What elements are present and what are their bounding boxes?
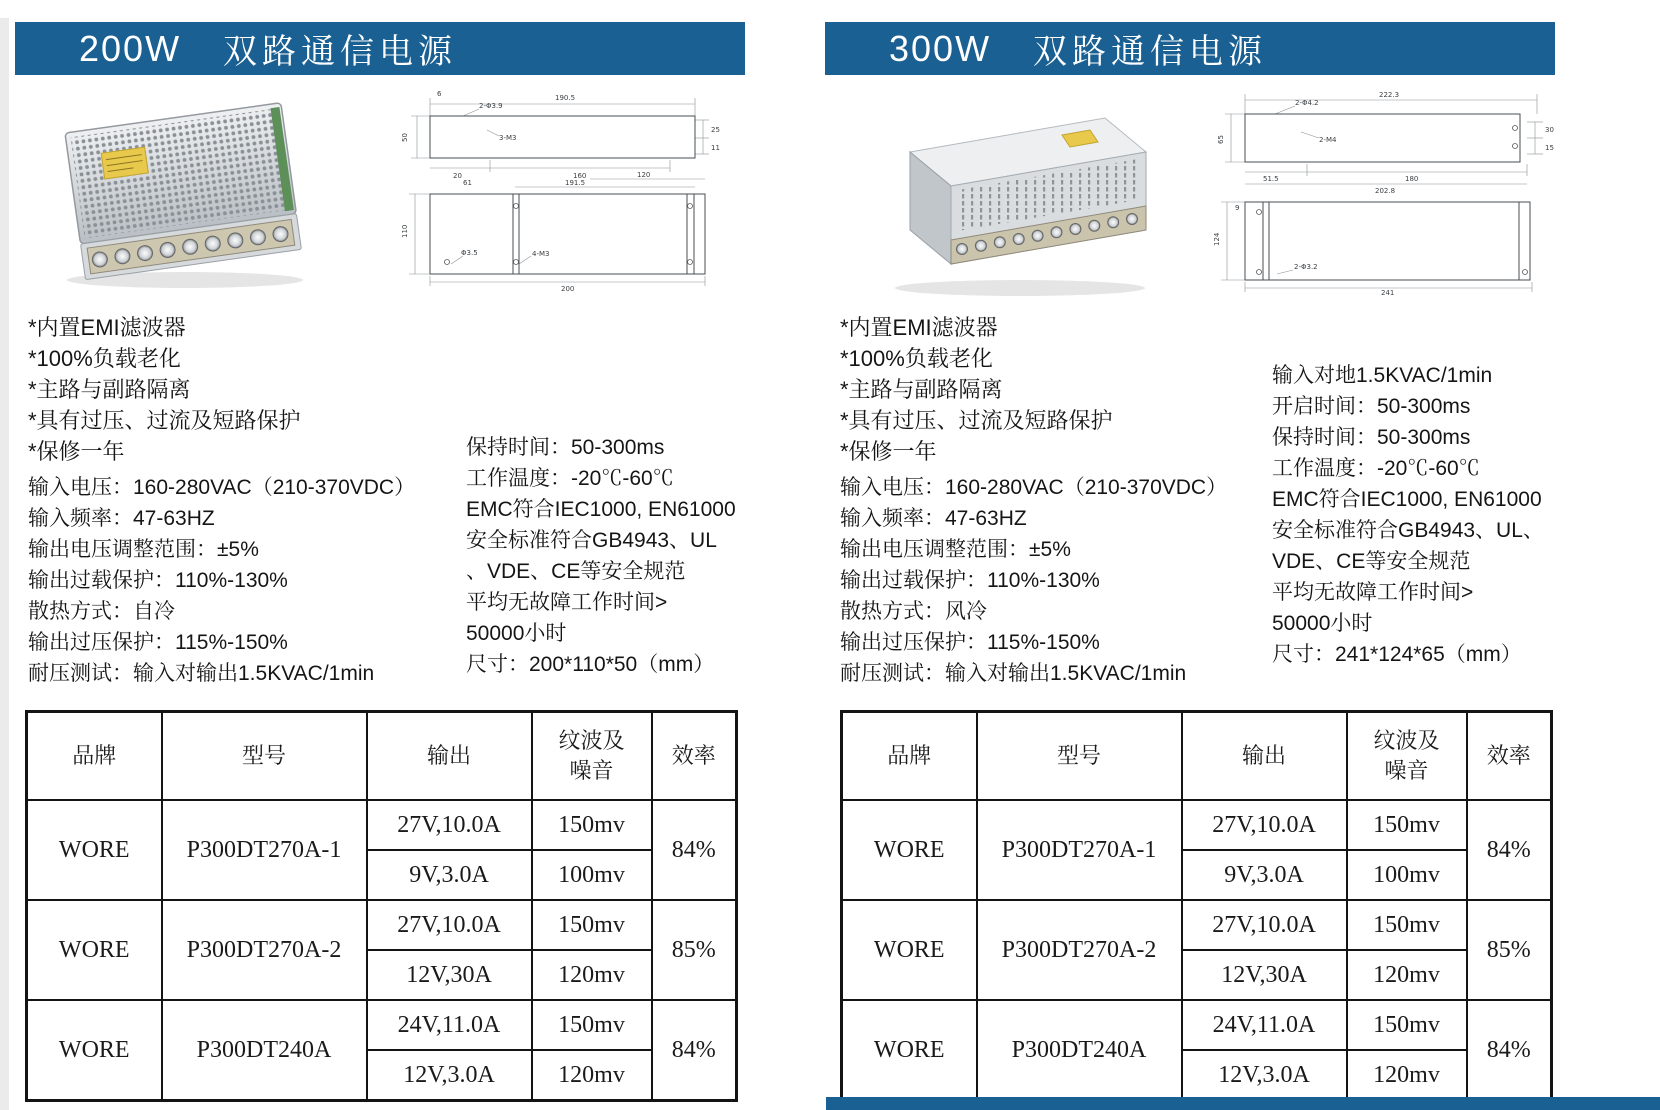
panel-header-200w bbox=[15, 22, 745, 75]
svg-text:2-Φ3.2: 2-Φ3.2 bbox=[1294, 263, 1318, 271]
ripple-cell: 150mv bbox=[1347, 800, 1467, 850]
spec-line: 输入频率：47-63HZ bbox=[28, 507, 215, 530]
col-header: 输出 bbox=[367, 712, 532, 801]
svg-text:50: 50 bbox=[401, 133, 409, 142]
svg-text:11: 11 bbox=[711, 144, 720, 152]
spec-line: 50000小时 bbox=[1272, 612, 1373, 635]
output-cell: 27V,10.0A bbox=[367, 800, 532, 850]
spec-line: 输出电压调整范围：±5% bbox=[28, 538, 259, 561]
ripple-cell: 100mv bbox=[532, 850, 652, 900]
model-cell: P300DT270A-2 bbox=[977, 900, 1182, 1000]
output-cell: 24V,11.0A bbox=[367, 1000, 532, 1050]
spec-line: 输入频率：47-63HZ bbox=[840, 507, 1027, 530]
spec-line: 输出过压保护：115%-150% bbox=[840, 631, 1100, 654]
spec-line: VDE、CE等安全规范 bbox=[1272, 550, 1471, 573]
svg-text:25: 25 bbox=[711, 126, 720, 134]
brand-cell: WORE bbox=[27, 800, 162, 900]
svg-text:120: 120 bbox=[637, 171, 651, 179]
feature-line: *内置EMI滤波器 bbox=[28, 315, 186, 340]
ripple-cell: 100mv bbox=[1347, 850, 1467, 900]
feature-line: *主路与副路隔离 bbox=[840, 377, 1003, 402]
model-cell: P300DT240A bbox=[162, 1000, 367, 1101]
brand-cell: WORE bbox=[842, 900, 977, 1000]
ripple-cell: 120mv bbox=[1347, 950, 1467, 1000]
output-cell: 9V,3.0A bbox=[367, 850, 532, 900]
efficiency-cell: 84% bbox=[652, 800, 737, 900]
ripple-cell: 150mv bbox=[532, 900, 652, 950]
svg-text:65: 65 bbox=[1217, 135, 1225, 144]
feature-line: *主路与副路隔离 bbox=[28, 377, 191, 402]
spec-line: EMC符合IEC1000, EN61000 bbox=[1272, 488, 1542, 511]
spec-table-300w bbox=[840, 710, 1553, 1102]
efficiency-cell: 85% bbox=[652, 900, 737, 1000]
spec-line: 工作温度：-20℃-60℃ bbox=[1272, 457, 1480, 480]
feature-line: *100%负载老化 bbox=[840, 346, 993, 371]
ripple-cell: 150mv bbox=[532, 1000, 652, 1050]
feature-line: *具有过压、过流及短路保护 bbox=[28, 408, 301, 433]
svg-text:20: 20 bbox=[453, 172, 462, 180]
ripple-cell: 150mv bbox=[1347, 1000, 1467, 1050]
ripple-cell: 150mv bbox=[1347, 900, 1467, 950]
spec-list-left-200w bbox=[28, 472, 415, 689]
feature-line: *100%负载老化 bbox=[28, 346, 181, 371]
svg-text:202.8: 202.8 bbox=[1375, 187, 1396, 195]
svg-text:2-Φ4.2: 2-Φ4.2 bbox=[1295, 99, 1319, 107]
spec-list-right-200w bbox=[466, 432, 736, 680]
dimension-drawing-300w bbox=[1197, 84, 1562, 296]
output-cell: 12V,30A bbox=[367, 950, 532, 1000]
spec-list-right-300w bbox=[1272, 360, 1544, 670]
panel-title: 双路通信电源 bbox=[223, 33, 458, 71]
col-header: 输出 bbox=[1182, 712, 1347, 801]
efficiency-cell: 84% bbox=[1467, 1000, 1552, 1101]
output-cell: 27V,10.0A bbox=[1182, 900, 1347, 950]
svg-text:110: 110 bbox=[401, 224, 409, 238]
spec-line: 尺寸：241*124*65（mm） bbox=[1272, 643, 1522, 666]
feature-line: *具有过压、过流及短路保护 bbox=[840, 408, 1113, 433]
svg-text:241: 241 bbox=[1381, 289, 1395, 296]
svg-text:15: 15 bbox=[1545, 144, 1554, 152]
svg-text:61: 61 bbox=[463, 179, 472, 187]
col-header: 型号 bbox=[162, 712, 367, 801]
col-header: 效率 bbox=[1467, 712, 1552, 801]
model-cell: P300DT240A bbox=[977, 1000, 1182, 1101]
panel-power-rating: 300W bbox=[889, 27, 992, 69]
spec-line: 工作温度：-20℃-60℃ bbox=[466, 467, 674, 490]
spec-line: 尺寸：200*110*50（mm） bbox=[466, 653, 715, 676]
spec-line: 散热方式：风冷 bbox=[840, 600, 987, 623]
spec-line: 开启时间：50-300ms bbox=[1272, 395, 1471, 418]
output-cell: 24V,11.0A bbox=[1182, 1000, 1347, 1050]
svg-text:190.5: 190.5 bbox=[555, 94, 576, 102]
spec-line: EMC符合IEC1000, EN61000 bbox=[466, 498, 736, 521]
svg-text:4-M3: 4-M3 bbox=[532, 250, 550, 258]
spec-line: 安全标准符合GB4943、UL bbox=[466, 529, 717, 552]
svg-text:9: 9 bbox=[1235, 204, 1240, 212]
spec-line: 、VDE、CE等安全规范 bbox=[466, 560, 686, 583]
dimension-drawing-200w bbox=[395, 86, 730, 293]
svg-text:6: 6 bbox=[437, 90, 442, 98]
ripple-cell: 120mv bbox=[532, 950, 652, 1000]
spec-line: 输入电压：160-280VAC（210-370VDC） bbox=[840, 476, 1228, 499]
svg-text:180: 180 bbox=[1405, 175, 1419, 183]
svg-text:30: 30 bbox=[1545, 126, 1554, 134]
svg-text:222.3: 222.3 bbox=[1379, 91, 1400, 99]
svg-text:Φ3.5: Φ3.5 bbox=[461, 249, 478, 257]
ripple-cell: 120mv bbox=[1347, 1050, 1467, 1101]
col-header: 品牌 bbox=[842, 712, 977, 801]
feature-line: *保修一年 bbox=[28, 439, 125, 464]
ripple-cell: 120mv bbox=[532, 1050, 652, 1101]
output-cell: 12V,3.0A bbox=[367, 1050, 532, 1101]
model-cell: P300DT270A-2 bbox=[162, 900, 367, 1000]
col-header: 纹波及 噪音 bbox=[1347, 712, 1467, 801]
spec-table-200w bbox=[25, 710, 738, 1102]
footer-accent-bar bbox=[826, 1097, 1660, 1110]
panel-power-rating: 200W bbox=[79, 27, 182, 69]
spec-line: 平均无故障工作时间> bbox=[1272, 581, 1474, 604]
output-cell: 12V,30A bbox=[1182, 950, 1347, 1000]
spec-line: 输出过载保护：110%-130% bbox=[28, 569, 288, 592]
efficiency-cell: 85% bbox=[1467, 900, 1552, 1000]
product-photo-200w bbox=[50, 92, 320, 292]
output-cell: 27V,10.0A bbox=[1182, 800, 1347, 850]
output-cell: 27V,10.0A bbox=[367, 900, 532, 950]
panel-header-300w bbox=[825, 22, 1555, 75]
col-header: 品牌 bbox=[27, 712, 162, 801]
svg-text:191.5: 191.5 bbox=[565, 179, 586, 187]
svg-text:200: 200 bbox=[561, 285, 575, 293]
svg-text:2-Φ3.9: 2-Φ3.9 bbox=[479, 102, 503, 110]
spec-line: 输入对地1.5KVAC/1min bbox=[1272, 364, 1493, 387]
page-edge bbox=[0, 18, 9, 1110]
spec-line: 保持时间：50-300ms bbox=[1272, 426, 1471, 449]
brand-cell: WORE bbox=[27, 1000, 162, 1101]
efficiency-cell: 84% bbox=[652, 1000, 737, 1101]
ripple-cell: 150mv bbox=[532, 800, 652, 850]
spec-list-left-300w bbox=[840, 472, 1227, 689]
feature-line: *保修一年 bbox=[840, 439, 937, 464]
col-header: 纹波及 噪音 bbox=[532, 712, 652, 801]
model-cell: P300DT270A-1 bbox=[162, 800, 367, 900]
svg-text:51.5: 51.5 bbox=[1263, 175, 1279, 183]
svg-text:2-M4: 2-M4 bbox=[1319, 136, 1337, 144]
spec-line: 输出过压保护：115%-150% bbox=[28, 631, 288, 654]
product-photo-300w bbox=[870, 88, 1160, 303]
spec-line: 安全标准符合GB4943、UL、 bbox=[1272, 519, 1544, 542]
panel-title: 双路通信电源 bbox=[1033, 33, 1268, 71]
spec-line: 散热方式：自冷 bbox=[28, 600, 175, 623]
svg-text:160: 160 bbox=[573, 172, 587, 180]
output-cell: 12V,3.0A bbox=[1182, 1050, 1347, 1101]
spec-line: 保持时间：50-300ms bbox=[466, 436, 665, 459]
spec-line: 输出过载保护：110%-130% bbox=[840, 569, 1100, 592]
feature-list-300w bbox=[840, 312, 1113, 467]
spec-line: 耐压测试：输入对输出1.5KVAC/1min bbox=[28, 662, 375, 685]
spec-line: 耐压测试：输入对输出1.5KVAC/1min bbox=[840, 662, 1187, 685]
brand-cell: WORE bbox=[27, 900, 162, 1000]
spec-line: 50000小时 bbox=[466, 622, 567, 645]
output-cell: 9V,3.0A bbox=[1182, 850, 1347, 900]
spec-line: 平均无故障工作时间> bbox=[466, 591, 668, 614]
col-header: 效率 bbox=[652, 712, 737, 801]
spec-line: 输入电压：160-280VAC（210-370VDC） bbox=[28, 476, 416, 499]
col-header: 型号 bbox=[977, 712, 1182, 801]
feature-list-200w bbox=[28, 312, 301, 467]
svg-text:3-M3: 3-M3 bbox=[499, 134, 517, 142]
efficiency-cell: 84% bbox=[1467, 800, 1552, 900]
brand-cell: WORE bbox=[842, 800, 977, 900]
model-cell: P300DT270A-1 bbox=[977, 800, 1182, 900]
spec-line: 输出电压调整范围：±5% bbox=[840, 538, 1071, 561]
feature-line: *内置EMI滤波器 bbox=[840, 315, 998, 340]
svg-text:124: 124 bbox=[1213, 232, 1221, 246]
brand-cell: WORE bbox=[842, 1000, 977, 1101]
